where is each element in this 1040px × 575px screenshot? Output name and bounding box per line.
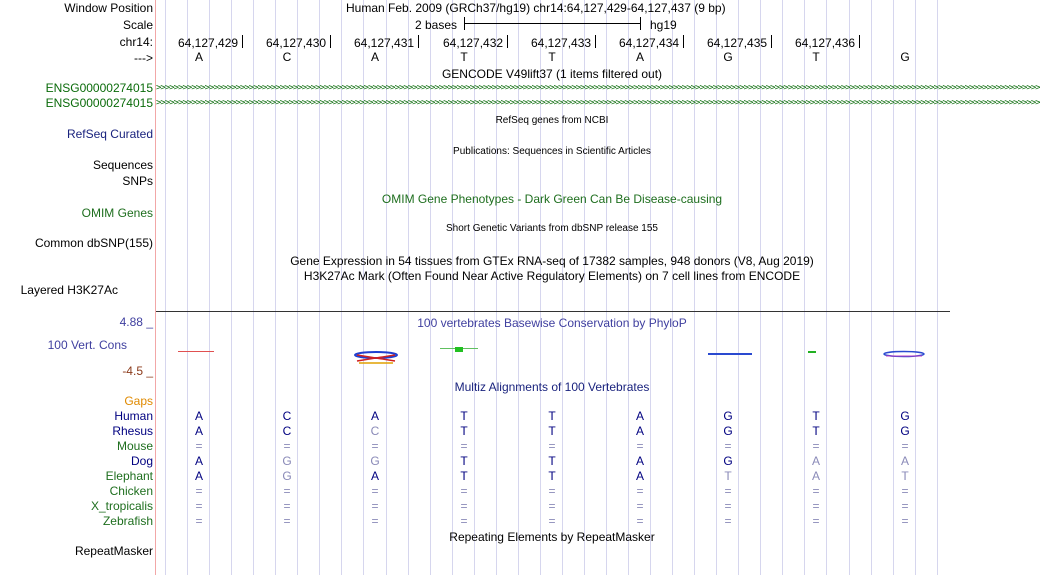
- base-letter: A: [194, 50, 204, 64]
- ruler-tick: [330, 35, 331, 48]
- ruler-tick: [771, 35, 772, 48]
- base-letter: G: [723, 50, 733, 64]
- base-letter: G: [900, 50, 910, 64]
- alignment-base: T: [460, 469, 468, 483]
- ruler-label: 64,127,429: [178, 36, 239, 50]
- refseq-curated-label[interactable]: RefSeq Curated: [66, 127, 153, 141]
- vert-cons-label[interactable]: 100 Vert. Cons: [47, 338, 127, 352]
- alignment-base: =: [460, 499, 468, 513]
- gene-feature-2[interactable]: >>>>>>>>>>>>>>>>>>>>>>>>>>>>>>>>>>>>>>>>>>>>>>>>>>>>>>>>>>>>>>>>>>>>>>>>>>>>>>>>>>>>>>>>>>>>>>>>>>>>>>>>>>>>>>>>>>>>>>>>>>>>>>>>>>>>>>>>>>>>>>>>>>>>>>>>>>>>>>>>>>>>>>>>>>>>>>>>>>>>>>>>>>>>>>>>>>>>>>>>: [156, 98, 1040, 108]
- alignment-base: =: [283, 484, 291, 498]
- alignment-base: =: [812, 514, 820, 528]
- snps-label[interactable]: SNPs: [122, 174, 153, 188]
- alignment-base: G: [723, 409, 733, 423]
- alignment-base: =: [636, 484, 644, 498]
- alignment-base: =: [460, 514, 468, 528]
- gencode-title[interactable]: GENCODE V49lift37 (1 items filtered out): [441, 67, 663, 81]
- scale-label: Scale: [122, 18, 153, 32]
- alignment-base: G: [282, 454, 292, 468]
- alignment-base: =: [371, 439, 379, 453]
- alignment-base: A: [194, 424, 204, 438]
- ruler-label: 64,127,436: [795, 36, 856, 50]
- omim-title[interactable]: OMIM Gene Phenotypes - Dark Green Can Be Disease-causing: [381, 192, 723, 206]
- sequences-label[interactable]: Sequences: [92, 158, 153, 172]
- scale-text: 2 bases: [415, 18, 458, 32]
- track-labels: [0, 0, 155, 575]
- cons-max-label: 4.88 _: [119, 315, 153, 329]
- alignment-base: T: [460, 454, 468, 468]
- alignment-base: =: [548, 514, 556, 528]
- alignment-base: A: [194, 409, 204, 423]
- ruler-tick: [418, 35, 419, 48]
- alignment-base: =: [812, 499, 820, 513]
- ruler-label: 64,127,430: [266, 36, 327, 50]
- alignment-base: G: [370, 454, 380, 468]
- alignment-base: =: [724, 484, 732, 498]
- alignment-base: =: [548, 499, 556, 513]
- alignment-base: C: [370, 424, 380, 438]
- alignment-base: =: [371, 499, 379, 513]
- window-position-label: Window Position: [64, 1, 153, 15]
- alignment-base: C: [282, 424, 292, 438]
- gene-label-2[interactable]: ENSG00000274015: [45, 96, 153, 110]
- alignment-base: C: [282, 409, 292, 423]
- base-letter: A: [370, 50, 380, 64]
- alignment-base: =: [636, 514, 644, 528]
- strand-arrow-label[interactable]: --->: [134, 51, 153, 65]
- species-label-chicken[interactable]: Chicken: [109, 484, 153, 498]
- alignment-base: A: [194, 454, 204, 468]
- alignment-base: A: [635, 424, 645, 438]
- ruler-tick: [507, 35, 508, 48]
- gene-feature-1[interactable]: >>>>>>>>>>>>>>>>>>>>>>>>>>>>>>>>>>>>>>>>>>>>>>>>>>>>>>>>>>>>>>>>>>>>>>>>>>>>>>>>>>>>>>>>>>>>>>>>>>>>>>>>>>>>>>>>>>>>>>>>>>>>>>>>>>>>>>>>>>>>>>>>>>>>>>>>>>>>>>>>>>>>>>>>>>>>>>>>>>>>>>>>>>>>>>>>>>>>>>>>: [156, 83, 1040, 93]
- cons-min-label: -4.5 _: [122, 364, 153, 378]
- ruler-tick: [595, 35, 596, 48]
- alignment-base: T: [812, 424, 820, 438]
- alignment-base: =: [548, 484, 556, 498]
- alignment-base: =: [636, 439, 644, 453]
- scale-bar-right-tick: [640, 17, 641, 30]
- ruler-tick: [242, 35, 243, 48]
- assembly-text: hg19: [650, 18, 677, 32]
- species-label-dog[interactable]: Dog: [130, 454, 153, 468]
- gene-label-1[interactable]: ENSG00000274015: [45, 81, 153, 95]
- alignment-base: =: [460, 439, 468, 453]
- alignment-base: =: [636, 499, 644, 513]
- alignment-base: =: [283, 499, 291, 513]
- cons-mark-8: [808, 351, 816, 353]
- cons-mark-9: [881, 350, 927, 360]
- alignment-base: =: [901, 499, 909, 513]
- alignment-base: A: [900, 454, 910, 468]
- alignment-base: =: [724, 499, 732, 513]
- refseq-title[interactable]: RefSeq genes from NCBI: [495, 115, 609, 126]
- species-label-rhesus[interactable]: Rhesus: [112, 424, 153, 438]
- alignment-base: =: [195, 499, 203, 513]
- alignment-base: A: [635, 454, 645, 468]
- dbsnp-title[interactable]: Short Genetic Variants from dbSNP release 155: [446, 223, 658, 234]
- alignment-base: =: [195, 514, 203, 528]
- alignment-base: =: [901, 439, 909, 453]
- ruler-label: 64,127,433: [531, 36, 592, 50]
- alignment-base: =: [724, 439, 732, 453]
- ruler-label: 64,127,435: [707, 36, 768, 50]
- species-label-elephant[interactable]: Elephant: [105, 469, 153, 483]
- alignment-base: =: [901, 484, 909, 498]
- alignment-base: A: [811, 454, 821, 468]
- multiz-title[interactable]: Multiz Alignments of 100 Vertebrates: [454, 380, 650, 394]
- alignment-base: G: [900, 409, 910, 423]
- alignment-base: A: [370, 409, 380, 423]
- repeatmasker-label[interactable]: RepeatMasker: [74, 544, 153, 558]
- alignment-base: A: [194, 469, 204, 483]
- gtex-title[interactable]: Gene Expression in 54 tissues from GTEx RNA-seq of 17382 samples, 948 donors (V8, Aug 2019): [290, 254, 814, 268]
- cons-mark-7: [708, 353, 752, 355]
- repeatmasker-title[interactable]: Repeating Elements by RepeatMasker: [449, 530, 655, 544]
- species-label-zebrafish[interactable]: Zebrafish: [102, 514, 153, 528]
- base-letter: A: [635, 50, 645, 64]
- alignment-base: T: [901, 469, 909, 483]
- species-label-x_tropicalis[interactable]: X_tropicalis: [90, 499, 153, 513]
- alignment-base: =: [371, 514, 379, 528]
- omim-genes-label[interactable]: OMIM Genes: [81, 206, 153, 220]
- alignment-base: =: [548, 439, 556, 453]
- common-dbsnp-label[interactable]: Common dbSNP(155): [34, 236, 153, 250]
- ruler-tick: [859, 35, 860, 48]
- alignment-base: T: [548, 424, 556, 438]
- scale-bar-line: [464, 23, 640, 24]
- alignment-base: G: [723, 454, 733, 468]
- alignment-base: =: [812, 484, 820, 498]
- alignment-base: A: [635, 469, 645, 483]
- ruler-label: 64,127,434: [619, 36, 680, 50]
- alignment-base: =: [371, 484, 379, 498]
- alignment-base: =: [812, 439, 820, 453]
- cons-mark-4-peak: [455, 347, 463, 352]
- alignment-base: A: [370, 469, 380, 483]
- conservation-title[interactable]: 100 vertebrates Basewise Conservation by PhyloP: [417, 316, 687, 330]
- alignment-base: T: [460, 409, 468, 423]
- alignment-base: =: [283, 439, 291, 453]
- cons-mark-1: [178, 351, 214, 352]
- alignment-base: G: [723, 424, 733, 438]
- publications-title[interactable]: Publications: Sequences in Scientific Articles: [453, 146, 651, 157]
- alignment-base: G: [900, 424, 910, 438]
- ruler-label: 64,127,431: [354, 36, 415, 50]
- alignment-base: G: [282, 469, 292, 483]
- alignment-base: A: [635, 409, 645, 423]
- alignment-base: =: [283, 514, 291, 528]
- alignment-base: =: [901, 514, 909, 528]
- cons-mark-3: [351, 350, 401, 366]
- chrom-label[interactable]: chr14:: [119, 35, 153, 49]
- layered-h3k27ac-label[interactable]: Layered H3K27Ac: [20, 283, 118, 297]
- track-separator: [156, 311, 950, 312]
- alignment-base: A: [811, 469, 821, 483]
- alignment-base: T: [460, 424, 468, 438]
- gaps-label[interactable]: Gaps: [124, 394, 153, 408]
- ruler-label: 64,127,432: [443, 36, 504, 50]
- base-letter: C: [282, 50, 292, 64]
- alignment-base: T: [812, 409, 820, 423]
- alignment-base: =: [460, 484, 468, 498]
- alignment-base: =: [724, 514, 732, 528]
- base-letter: T: [812, 50, 820, 64]
- position-text: Human Feb. 2009 (GRCh37/hg19) chr14:64,127,429-64,127,437 (9 bp): [346, 1, 726, 15]
- alignment-base: T: [548, 454, 556, 468]
- alignment-base: T: [548, 469, 556, 483]
- base-letter: T: [548, 50, 556, 64]
- track-area[interactable]: [156, 0, 1040, 575]
- alignment-base: T: [548, 409, 556, 423]
- h3k27ac-title[interactable]: H3K27Ac Mark (Often Found Near Active Regulatory Elements) on 7 cell lines from ENCODE: [303, 269, 801, 283]
- alignment-base: =: [195, 484, 203, 498]
- alignment-base: =: [195, 439, 203, 453]
- base-letter: T: [460, 50, 468, 64]
- species-label-mouse[interactable]: Mouse: [116, 439, 153, 453]
- species-label-human[interactable]: Human: [114, 409, 153, 423]
- ruler-tick: [683, 35, 684, 48]
- alignment-base: T: [724, 469, 732, 483]
